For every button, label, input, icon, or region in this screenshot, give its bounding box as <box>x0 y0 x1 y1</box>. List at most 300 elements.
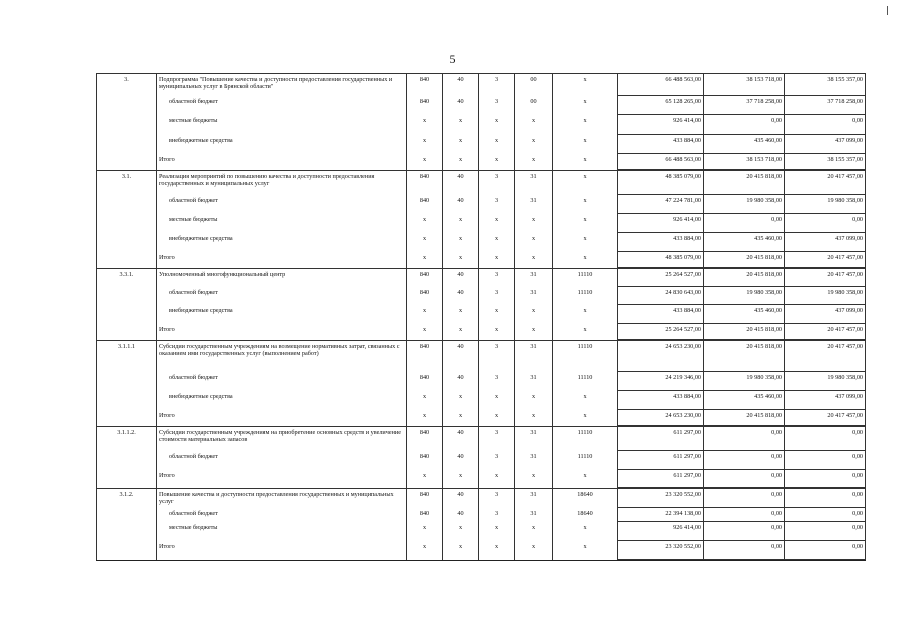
table-row-item <box>97 427 866 451</box>
item-name-cell <box>157 154 407 171</box>
item-number-cell <box>97 252 157 269</box>
item-name-text: местные бюджеты <box>169 215 218 223</box>
item-name-cell <box>157 135 407 154</box>
code-program-cell <box>443 305 479 324</box>
code-grbs-cell <box>407 154 443 171</box>
amount-underline <box>704 559 784 560</box>
code-subprogram-text: 3 <box>494 509 499 517</box>
code-subprogram-text: х <box>494 155 499 163</box>
code-program-cell <box>443 410 479 427</box>
amount-year3-text: 437 099,00 <box>835 306 863 314</box>
code-event-text: 31 <box>530 491 537 498</box>
amount-year3-cell <box>785 96 866 115</box>
item-name-text: областной бюджет <box>169 97 218 105</box>
amount-year1-text: 611 297,00 <box>673 452 701 460</box>
item-name-cell <box>157 541 407 561</box>
code-subprogram-cell <box>479 252 515 269</box>
code-program-text: х <box>458 325 463 333</box>
item-number-text: 3. <box>124 76 129 83</box>
code-event-text: 31 <box>530 452 537 460</box>
amount-year2-cell <box>704 305 785 324</box>
code-grbs-cell <box>407 252 443 269</box>
code-program-cell <box>443 372 479 391</box>
code-subprogram-cell <box>479 154 515 171</box>
code-subprogram-text: х <box>494 253 499 261</box>
amount-year1-text: 25 264 527,00 <box>665 271 701 278</box>
item-name-text: областной бюджет <box>169 509 218 517</box>
item-name-text: Субсидии государственным учреждениям на приобретение основных средств и увеличение стоимости материальных запасов <box>159 429 401 443</box>
code-direction-text: х <box>583 196 587 204</box>
amount-year1-text: 48 385 079,00 <box>665 253 701 261</box>
amount-year3-cell <box>785 305 866 324</box>
code-program-cell <box>443 135 479 154</box>
code-event-text: 31 <box>530 288 537 296</box>
code-subprogram-cell <box>479 451 515 470</box>
table-row-total <box>97 541 866 561</box>
amount-year3-cell <box>785 252 866 269</box>
item-name-text: Подпрограмма "Повышение качества и доступности предоставления государственных и муниципальных услуг в Брянской области" <box>159 76 393 90</box>
code-program-cell <box>443 96 479 115</box>
code-direction-cell <box>553 451 618 470</box>
amount-year1-text: 611 297,00 <box>673 471 701 479</box>
code-grbs-text: х <box>422 523 427 531</box>
amount-year2-text: 435 460,00 <box>754 392 782 400</box>
amount-year2-cell <box>704 427 785 451</box>
code-program-cell <box>443 171 479 195</box>
code-grbs-cell <box>407 341 443 372</box>
item-number-text: 3.1. <box>121 173 132 180</box>
code-direction-cell <box>553 74 618 96</box>
code-event-cell <box>515 287 553 305</box>
code-program-text: х <box>458 234 463 242</box>
code-direction-text: 11110 <box>577 373 593 381</box>
amount-year3-cell <box>785 214 866 233</box>
amount-year3-text: 19 980 358,00 <box>827 288 863 296</box>
item-number-cell <box>97 214 157 233</box>
amount-year1-cell <box>618 233 704 252</box>
code-direction-cell <box>553 391 618 410</box>
item-name-cell <box>157 470 407 489</box>
amount-year3-text: 20 417 457,00 <box>827 325 863 333</box>
item-name-cell <box>157 214 407 233</box>
code-grbs-cell <box>407 305 443 324</box>
amount-year1-text: 433 884,00 <box>673 392 701 400</box>
code-direction-cell <box>553 470 618 489</box>
code-event-cell <box>515 391 553 410</box>
table-row-source <box>97 287 866 305</box>
item-name-text: Итого <box>159 253 175 261</box>
amount-year1-text: 48 385 079,00 <box>665 173 701 180</box>
code-direction-cell <box>553 341 618 372</box>
item-number-cell <box>97 154 157 171</box>
code-direction-text: 11110 <box>577 429 593 436</box>
item-name-cell <box>157 287 407 305</box>
code-program-cell <box>443 508 479 522</box>
code-event-text: х <box>531 215 536 223</box>
table-row-source <box>97 451 866 470</box>
amount-year1-cell <box>618 372 704 391</box>
amount-year2-cell <box>704 541 785 561</box>
code-event-cell <box>515 115 553 135</box>
code-grbs-cell <box>407 391 443 410</box>
item-name-text: Итого <box>159 471 175 479</box>
item-name-cell <box>157 305 407 324</box>
table-row-source <box>97 391 866 410</box>
item-name-cell <box>157 233 407 252</box>
amount-year2-text: 20 415 818,00 <box>746 271 782 278</box>
amount-year3-text: 19 980 358,00 <box>827 196 863 204</box>
code-subprogram-cell <box>479 74 515 96</box>
code-direction-text: х <box>583 155 587 163</box>
item-name-cell <box>157 391 407 410</box>
code-grbs-text: х <box>422 306 427 314</box>
item-name-text: Итого <box>159 325 175 333</box>
code-event-cell <box>515 410 553 427</box>
code-direction-cell <box>553 233 618 252</box>
code-subprogram-text: 3 <box>494 343 499 350</box>
amount-year2-text: 0,00 <box>771 452 782 460</box>
item-number-cell <box>97 522 157 541</box>
code-grbs-text: х <box>422 155 427 163</box>
item-number-cell <box>97 195 157 214</box>
item-name-cell <box>157 489 407 508</box>
code-program-cell <box>443 324 479 341</box>
amount-year3-text: 20 417 457,00 <box>827 253 863 261</box>
amount-year1-text: 24 653 230,00 <box>665 411 701 419</box>
item-number-cell <box>97 324 157 341</box>
code-direction-cell <box>553 195 618 214</box>
code-subprogram-cell <box>479 391 515 410</box>
code-subprogram-cell <box>479 269 515 287</box>
item-number-cell <box>97 470 157 489</box>
item-name-cell <box>157 74 407 96</box>
table-row-source <box>97 522 866 541</box>
amount-year2-cell <box>704 372 785 391</box>
code-subprogram-text: 3 <box>494 196 499 204</box>
amount-year2-text: 0,00 <box>771 491 782 498</box>
code-grbs-cell <box>407 508 443 522</box>
amount-underline <box>618 559 703 560</box>
amount-year2-cell <box>704 154 785 171</box>
code-event-cell <box>515 305 553 324</box>
amount-year2-text: 20 415 818,00 <box>746 173 782 180</box>
code-subprogram-cell <box>479 115 515 135</box>
item-number-text: 3.1.1.2. <box>117 429 136 436</box>
code-event-text: 31 <box>530 373 537 381</box>
code-direction-text: х <box>583 392 587 400</box>
code-program-text: х <box>458 392 463 400</box>
item-number-cell <box>97 508 157 522</box>
code-program-cell <box>443 74 479 96</box>
code-direction-text: х <box>583 136 587 144</box>
amount-year2-cell <box>704 195 785 214</box>
amount-year1-text: 433 884,00 <box>673 306 701 314</box>
code-direction-cell <box>553 508 618 522</box>
code-program-text: х <box>458 306 463 314</box>
code-grbs-cell <box>407 324 443 341</box>
amount-year3-text: 0,00 <box>852 116 863 124</box>
code-event-text: х <box>531 325 536 333</box>
code-grbs-cell <box>407 233 443 252</box>
code-grbs-cell <box>407 522 443 541</box>
amount-year3-cell <box>785 341 866 372</box>
amount-year1-text: 926 414,00 <box>673 215 701 223</box>
code-grbs-cell <box>407 541 443 561</box>
table-row-total <box>97 410 866 427</box>
code-program-cell <box>443 287 479 305</box>
code-subprogram-text: х <box>494 325 499 333</box>
amount-year3-cell <box>785 115 866 135</box>
table-row-source <box>97 233 866 252</box>
item-name-text: местные бюджеты <box>169 116 218 124</box>
amount-year3-text: 0,00 <box>852 471 863 479</box>
code-program-text: х <box>458 542 463 550</box>
code-direction-text: 11110 <box>577 288 593 296</box>
amount-year1-text: 23 320 552,00 <box>665 542 701 550</box>
code-subprogram-cell <box>479 195 515 214</box>
item-name-text: Субсидии государственным учреждениям на возмещение нормативных затрат, связанных с оказанием ими государственных услуг (выполнением работ) <box>159 343 400 357</box>
code-subprogram-cell <box>479 372 515 391</box>
code-event-text: х <box>531 471 536 479</box>
code-subprogram-text: 3 <box>494 271 499 278</box>
table-row-source <box>97 508 866 522</box>
budget-table <box>96 73 866 561</box>
table-row-source <box>97 305 866 324</box>
item-name-cell <box>157 427 407 451</box>
code-event-text: х <box>531 411 536 419</box>
code-event-text: 31 <box>530 343 537 350</box>
table-row-item <box>97 489 866 508</box>
amount-year1-text: 611 297,00 <box>673 429 701 436</box>
amount-year2-text: 435 460,00 <box>754 136 782 144</box>
code-program-cell <box>443 391 479 410</box>
item-name-cell <box>157 269 407 287</box>
amount-year2-cell <box>704 341 785 372</box>
code-program-text: х <box>458 253 463 261</box>
code-subprogram-text: 3 <box>494 491 499 498</box>
item-name-cell <box>157 195 407 214</box>
code-grbs-text: 840 <box>419 76 430 83</box>
amount-year3-cell <box>785 489 866 508</box>
code-event-cell <box>515 451 553 470</box>
code-event-cell <box>515 135 553 154</box>
code-grbs-cell <box>407 96 443 115</box>
amount-year2-cell <box>704 508 785 522</box>
code-event-cell <box>515 372 553 391</box>
table-row-total <box>97 252 866 269</box>
amount-year1-text: 23 320 552,00 <box>665 491 701 498</box>
code-grbs-cell <box>407 470 443 489</box>
code-event-cell <box>515 252 553 269</box>
code-program-text: 40 <box>457 196 464 204</box>
code-subprogram-text: 3 <box>494 97 499 105</box>
code-direction-text: х <box>583 173 587 180</box>
amount-year1-text: 22 394 138,00 <box>665 509 701 517</box>
amount-year1-cell <box>618 214 704 233</box>
item-name-text: Итого <box>159 411 175 419</box>
amount-year2-cell <box>704 410 785 427</box>
amount-year1-cell <box>618 252 704 269</box>
item-name-text: Реализация мероприятий по повышению качества и доступности предоставления государственных и муниципальных услуг <box>159 173 375 187</box>
amount-year3-text: 0,00 <box>852 509 863 517</box>
code-event-cell <box>515 233 553 252</box>
amount-year2-text: 0,00 <box>771 429 782 436</box>
code-program-text: 40 <box>457 373 464 381</box>
amount-year2-text: 20 415 818,00 <box>746 343 782 350</box>
amount-year3-cell <box>785 451 866 470</box>
amount-year3-text: 20 417 457,00 <box>827 411 863 419</box>
amount-year1-text: 65 128 265,00 <box>665 97 701 105</box>
item-number-cell <box>97 115 157 135</box>
code-grbs-text: х <box>422 325 427 333</box>
code-event-cell <box>515 154 553 171</box>
item-number-cell <box>97 171 157 195</box>
code-direction-text: 11110 <box>577 343 593 350</box>
code-grbs-text: х <box>422 542 427 550</box>
amount-year3-cell <box>785 74 866 96</box>
amount-year2-cell <box>704 324 785 341</box>
amount-year2-text: 19 980 358,00 <box>746 373 782 381</box>
code-event-cell <box>515 96 553 115</box>
code-subprogram-cell <box>479 522 515 541</box>
code-event-cell <box>515 489 553 508</box>
amount-year1-cell <box>618 410 704 427</box>
amount-year2-text: 20 415 818,00 <box>746 325 782 333</box>
item-name-text: местные бюджеты <box>169 523 218 531</box>
code-subprogram-text: х <box>494 136 499 144</box>
table-row-total <box>97 154 866 171</box>
page-number: 5 <box>449 52 456 66</box>
amount-year1-cell <box>618 96 704 115</box>
amount-year1-cell <box>618 195 704 214</box>
amount-year2-text: 19 980 358,00 <box>746 196 782 204</box>
amount-year3-cell <box>785 287 866 305</box>
item-number-cell <box>97 427 157 451</box>
code-grbs-text: 840 <box>419 97 430 105</box>
code-subprogram-cell <box>479 470 515 489</box>
code-subprogram-text: х <box>494 116 499 124</box>
code-program-cell <box>443 427 479 451</box>
code-program-text: х <box>458 136 463 144</box>
code-grbs-cell <box>407 74 443 96</box>
amount-year3-cell <box>785 541 866 561</box>
code-grbs-text: 840 <box>419 491 430 498</box>
code-program-text: 40 <box>457 97 464 105</box>
code-subprogram-cell <box>479 508 515 522</box>
code-direction-text: х <box>583 411 587 419</box>
amount-year3-text: 0,00 <box>852 542 863 550</box>
code-event-cell <box>515 508 553 522</box>
amount-year1-cell <box>618 489 704 508</box>
code-event-text: х <box>531 234 536 242</box>
code-direction-cell <box>553 252 618 269</box>
code-event-text: х <box>531 253 536 261</box>
amount-year2-cell <box>704 287 785 305</box>
code-subprogram-cell <box>479 427 515 451</box>
code-program-text: 40 <box>457 271 464 278</box>
code-program-text: 40 <box>457 509 464 517</box>
amount-year1-cell <box>618 391 704 410</box>
code-event-text: 31 <box>530 271 537 278</box>
code-subprogram-cell <box>479 214 515 233</box>
code-grbs-text: 840 <box>419 173 430 180</box>
code-grbs-cell <box>407 287 443 305</box>
code-program-cell <box>443 115 479 135</box>
table-row-source <box>97 96 866 115</box>
code-direction-cell <box>553 269 618 287</box>
amount-year2-cell <box>704 269 785 287</box>
code-event-text: х <box>531 306 536 314</box>
code-direction-cell <box>553 96 618 115</box>
code-subprogram-cell <box>479 171 515 195</box>
code-event-text: х <box>531 523 536 531</box>
code-event-text: х <box>531 542 536 550</box>
amount-year2-text: 37 718 258,00 <box>746 97 782 105</box>
item-name-text: внебюджетные средства <box>169 306 233 314</box>
code-event-cell <box>515 427 553 451</box>
item-number-cell <box>97 341 157 372</box>
code-direction-cell <box>553 171 618 195</box>
code-direction-text: х <box>583 215 587 223</box>
code-grbs-text: х <box>422 411 427 419</box>
amount-year3-text: 20 417 457,00 <box>827 271 863 278</box>
item-name-text: внебюджетные средства <box>169 392 233 400</box>
code-direction-text: х <box>583 542 587 550</box>
code-event-cell <box>515 195 553 214</box>
code-program-cell <box>443 470 479 489</box>
code-grbs-cell <box>407 372 443 391</box>
amount-year2-cell <box>704 470 785 489</box>
code-program-text: 40 <box>457 452 464 460</box>
code-grbs-text: 840 <box>419 373 430 381</box>
table-row-source <box>97 195 866 214</box>
item-name-cell <box>157 522 407 541</box>
code-subprogram-cell <box>479 233 515 252</box>
amount-year1-cell <box>618 74 704 96</box>
amount-year2-cell <box>704 522 785 541</box>
table-body <box>97 74 866 561</box>
amount-year2-text: 20 415 818,00 <box>746 411 782 419</box>
code-program-text: 40 <box>457 491 464 498</box>
amount-year3-cell <box>785 391 866 410</box>
code-direction-cell <box>553 410 618 427</box>
amount-year1-cell <box>618 508 704 522</box>
table-row-item <box>97 341 866 372</box>
code-subprogram-text: 3 <box>494 288 499 296</box>
amount-year3-text: 437 099,00 <box>835 136 863 144</box>
item-name-text: внебюджетные средства <box>169 234 233 242</box>
code-event-text: 00 <box>530 76 537 83</box>
code-direction-text: х <box>583 325 587 333</box>
item-name-cell <box>157 96 407 115</box>
amount-year1-cell <box>618 427 704 451</box>
code-program-cell <box>443 214 479 233</box>
code-direction-cell <box>553 154 618 171</box>
code-event-text: 31 <box>530 509 537 517</box>
amount-year1-text: 24 830 643,00 <box>665 288 701 296</box>
code-direction-cell <box>553 324 618 341</box>
code-event-text: 31 <box>530 196 537 204</box>
amount-year3-cell <box>785 195 866 214</box>
amount-year1-cell <box>618 522 704 541</box>
code-event-cell <box>515 541 553 561</box>
amount-year3-text: 19 980 358,00 <box>827 373 863 381</box>
amount-year2-text: 435 460,00 <box>754 306 782 314</box>
code-subprogram-text: х <box>494 411 499 419</box>
amount-year1-text: 66 488 563,00 <box>665 155 701 163</box>
code-program-text: х <box>458 523 463 531</box>
amount-year2-text: 38 153 718,00 <box>746 155 782 163</box>
